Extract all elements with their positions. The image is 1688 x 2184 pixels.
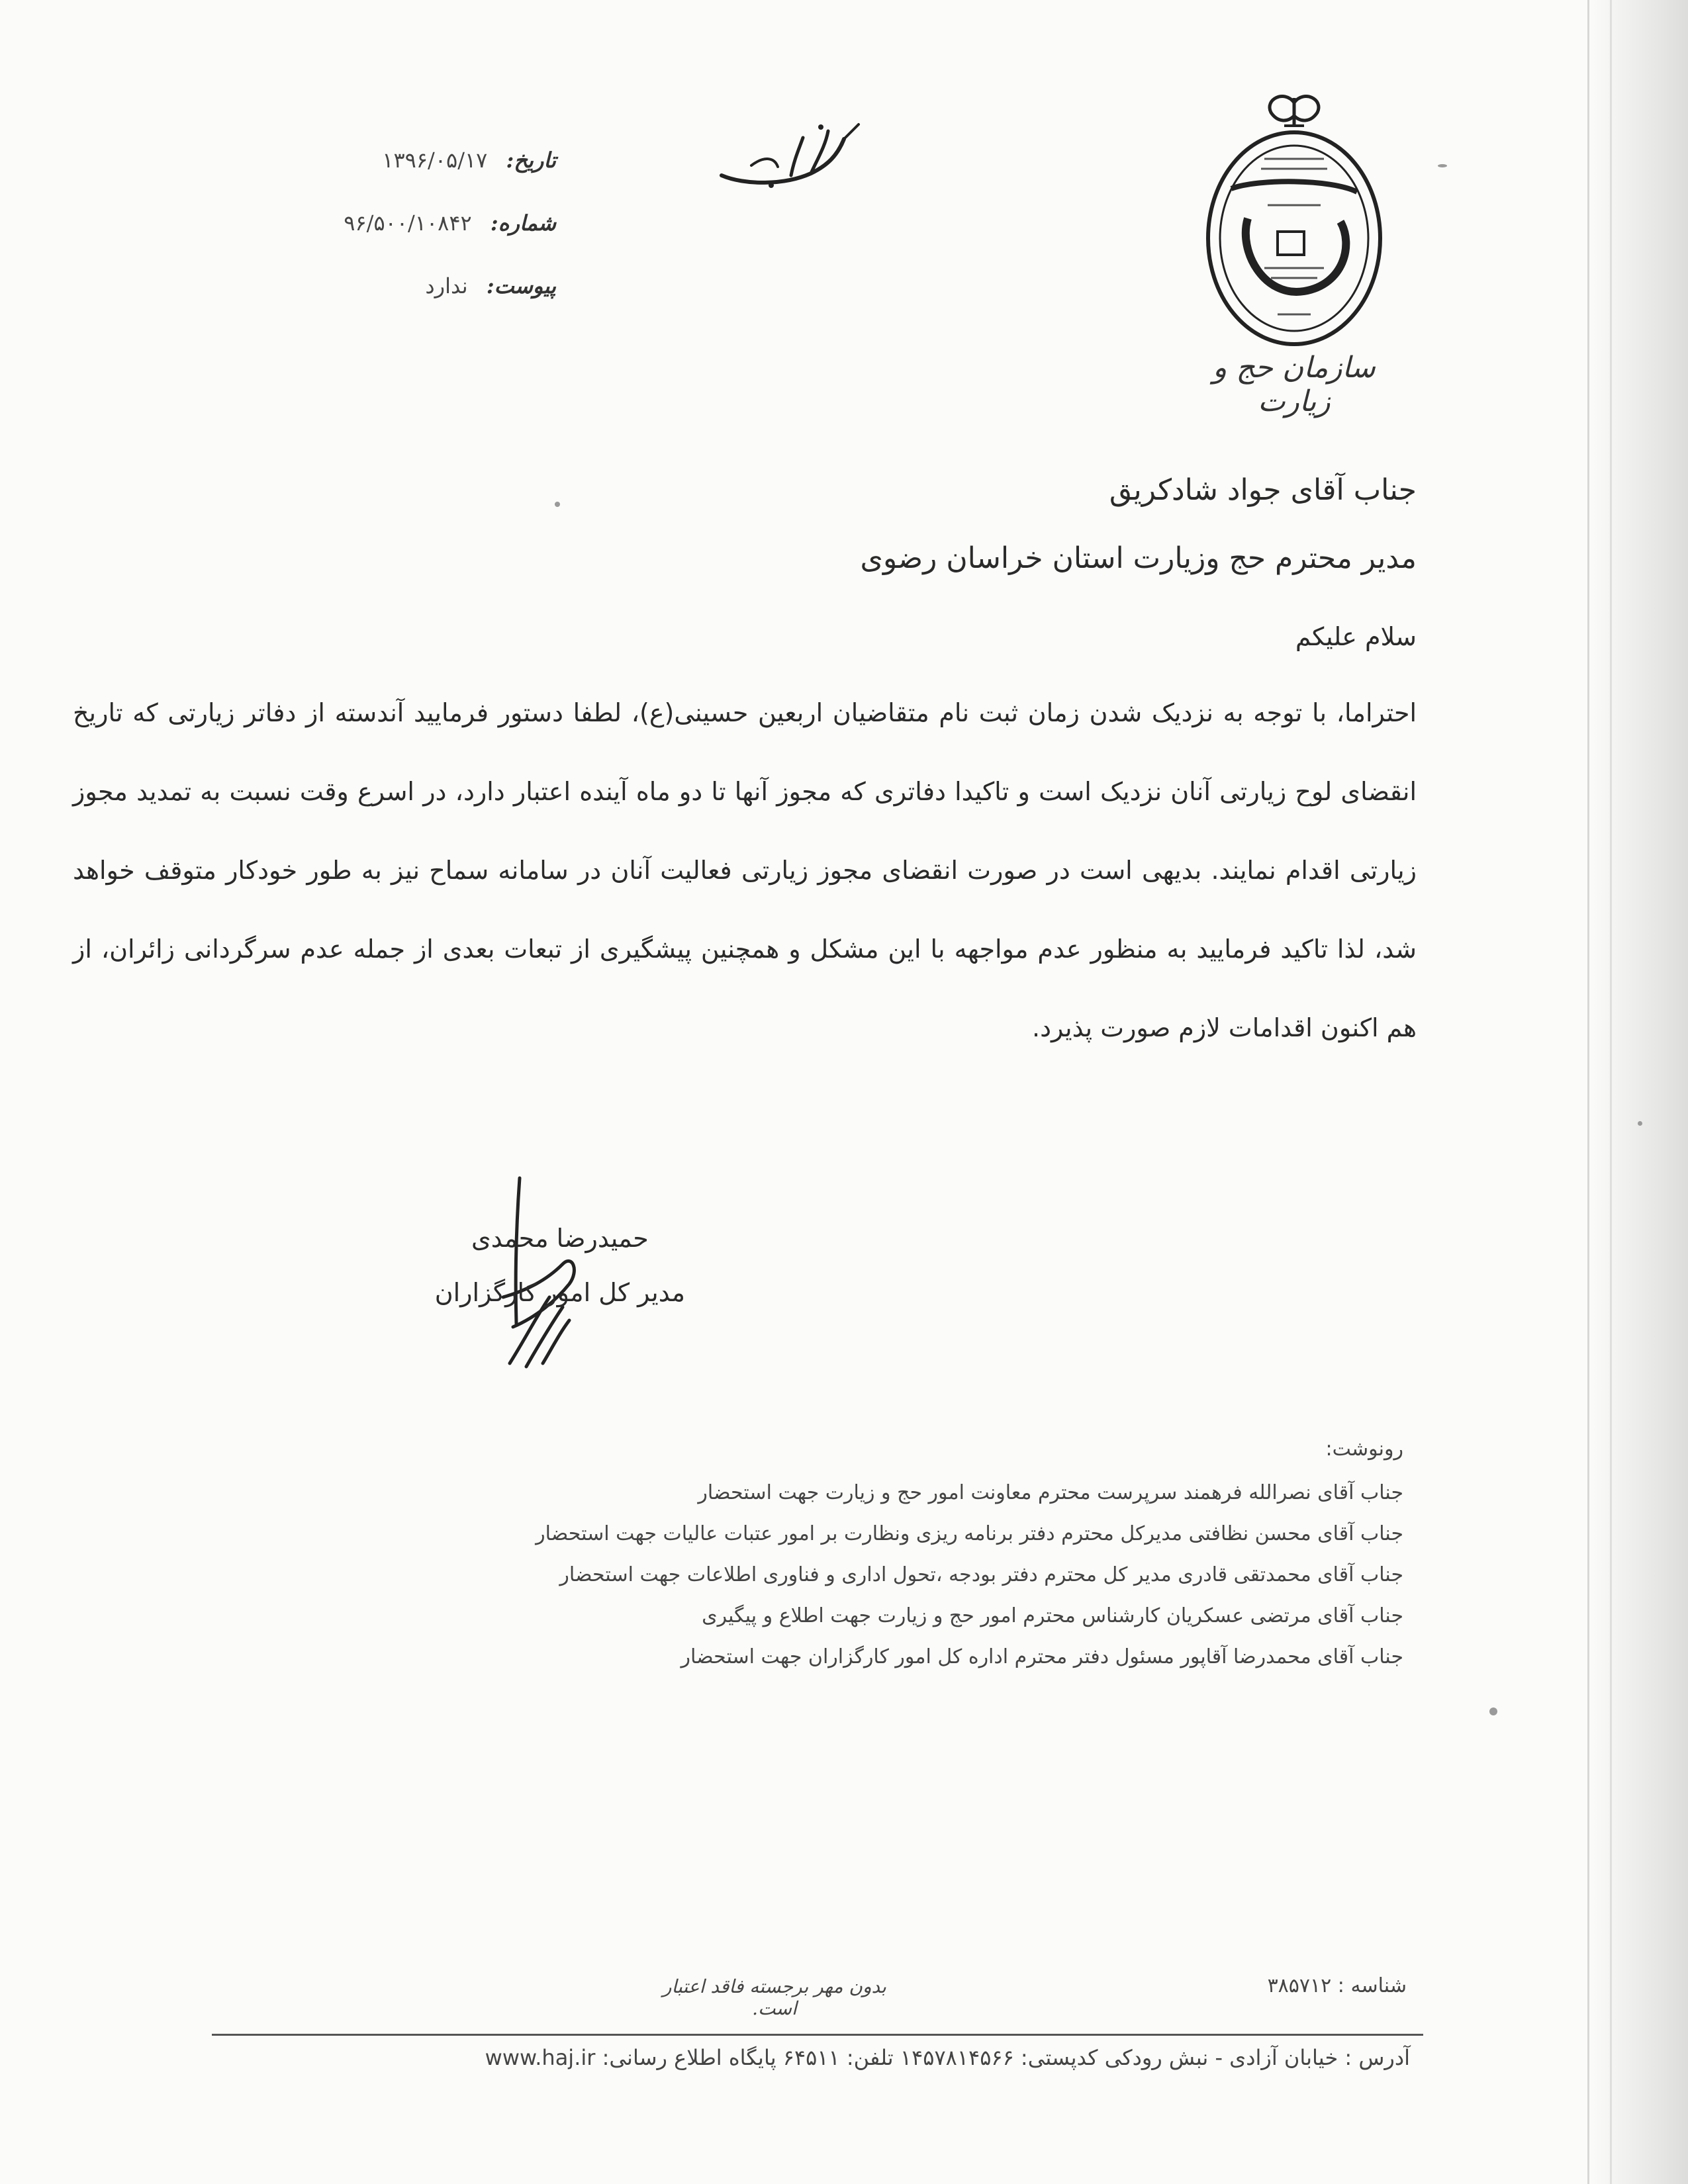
list-item: جناب آقای مرتضی عسکریان کارشناس محترم امور حج و زیارت جهت اطلاع و پیگیری	[702, 1604, 1403, 1627]
date-label: تاریخ:	[506, 148, 556, 173]
scan-edge-line	[1610, 0, 1612, 2184]
scan-speck	[1638, 1121, 1642, 1126]
date-row	[252, 129, 556, 192]
recipient-name: جناب آقای جواد شادکریق	[1109, 473, 1417, 507]
greeting: سلام علیکم	[1295, 622, 1417, 651]
scan-edge-line	[1587, 0, 1589, 2184]
bismillah-calligraphy	[712, 119, 864, 199]
org-name: سازمان حج و زیارت	[1213, 351, 1376, 418]
validity-note: بدون مهر برجسته فاقد اعتبار است.	[663, 1976, 886, 2019]
document-id	[1268, 1974, 1407, 1997]
list-item: جناب آقای نصرالله فرهمند سرپرست محترم معاونت امور حج و زیارت جهت استحضار	[698, 1481, 1403, 1504]
signer-name: حمیدرضا محمدی	[471, 1224, 649, 1253]
letter-meta	[252, 129, 556, 318]
footer-divider	[212, 2034, 1423, 2036]
signer-block	[435, 1211, 685, 1320]
organization-logo	[1185, 86, 1403, 418]
recipient-title: مدیر محترم حج وزیارت استان خراسان رضوی	[860, 541, 1417, 575]
document-id-label: شناسه :	[1337, 1974, 1407, 1997]
attachment-row	[252, 255, 556, 318]
letter-body: احتراما، با توجه به نزدیک شدن زمان ثبت نام متقاضیان اربعین حسینی(ع)، لطفا دستور فرمایید آندسته از دفاتر زیارتی که تاریخ انقضای لوح زیارتی آنان نزدیک است و تاکیدا دفاتری که مجوز آنها تا دو ماه آینده اعتبار دارد، در اسرع وقت نسبت به تمدید مجوز زیارتی اقدام نمایند. بدیهی است در صورت انقضای مجوز زیارتی فعالیت آنان در سامانه سماح نیز به طور خودکار متوقف خواهد شد، لذا تاکید فرمایید به منظور عدم مواجهه با این مشکل و همچنین پیشگیری از تبعات بعدی از جمله عدم سرگردانی زائران، از هم اکنون اقدامات لازم صورت پذیرد.	[73, 698, 1417, 1042]
document-id-value: ۳۸۵۷۱۲	[1267, 1974, 1332, 1997]
signer-title: مدیر کل امور کارگزاران	[434, 1278, 685, 1307]
date-value: ۱۳۹۶/۰۵/۱۷	[382, 148, 488, 173]
attachment-label: پیوست:	[486, 273, 556, 298]
list-item: جناب آقای محسن نظافتی مدیرکل محترم دفتر برنامه ریزی ونظارت بر امور عتبات عالیات جهت استحضار	[536, 1522, 1403, 1545]
number-value: ۹۶/۵۰۰/۱۰۸۴۲	[344, 210, 472, 236]
scan-speck	[555, 502, 560, 507]
cc-title: رونوشت:	[1325, 1437, 1403, 1461]
hajj-emblem-icon	[1185, 86, 1403, 351]
cc-list	[536, 1473, 1403, 1678]
number-label: شماره:	[490, 210, 556, 236]
footer-address: آدرس : خیابان آزادی - نبش رودکی کدپستی: ۱۴۵۷۸۱۴۵۶۶ تلفن: ۶۴۵۱۱ پایگاه اطلاع رسانی: www.haj.ir	[485, 2045, 1410, 2070]
scan-speck	[1489, 1707, 1497, 1715]
scan-speck	[1438, 164, 1447, 167]
attachment-value: ندارد	[425, 273, 468, 298]
list-item: جناب آقای محمدرضا آقاپور مسئول دفتر محترم اداره کل امور کارگزاران جهت استحضار	[680, 1645, 1403, 1668]
list-item: جناب آقای محمدتقی قادری مدیر کل محترم دفتر بودجه ،تحول اداری و فناوری اطلاعات جهت استحضار	[559, 1563, 1403, 1586]
scan-edge-shadow	[1589, 0, 1688, 2184]
number-row	[252, 192, 556, 255]
